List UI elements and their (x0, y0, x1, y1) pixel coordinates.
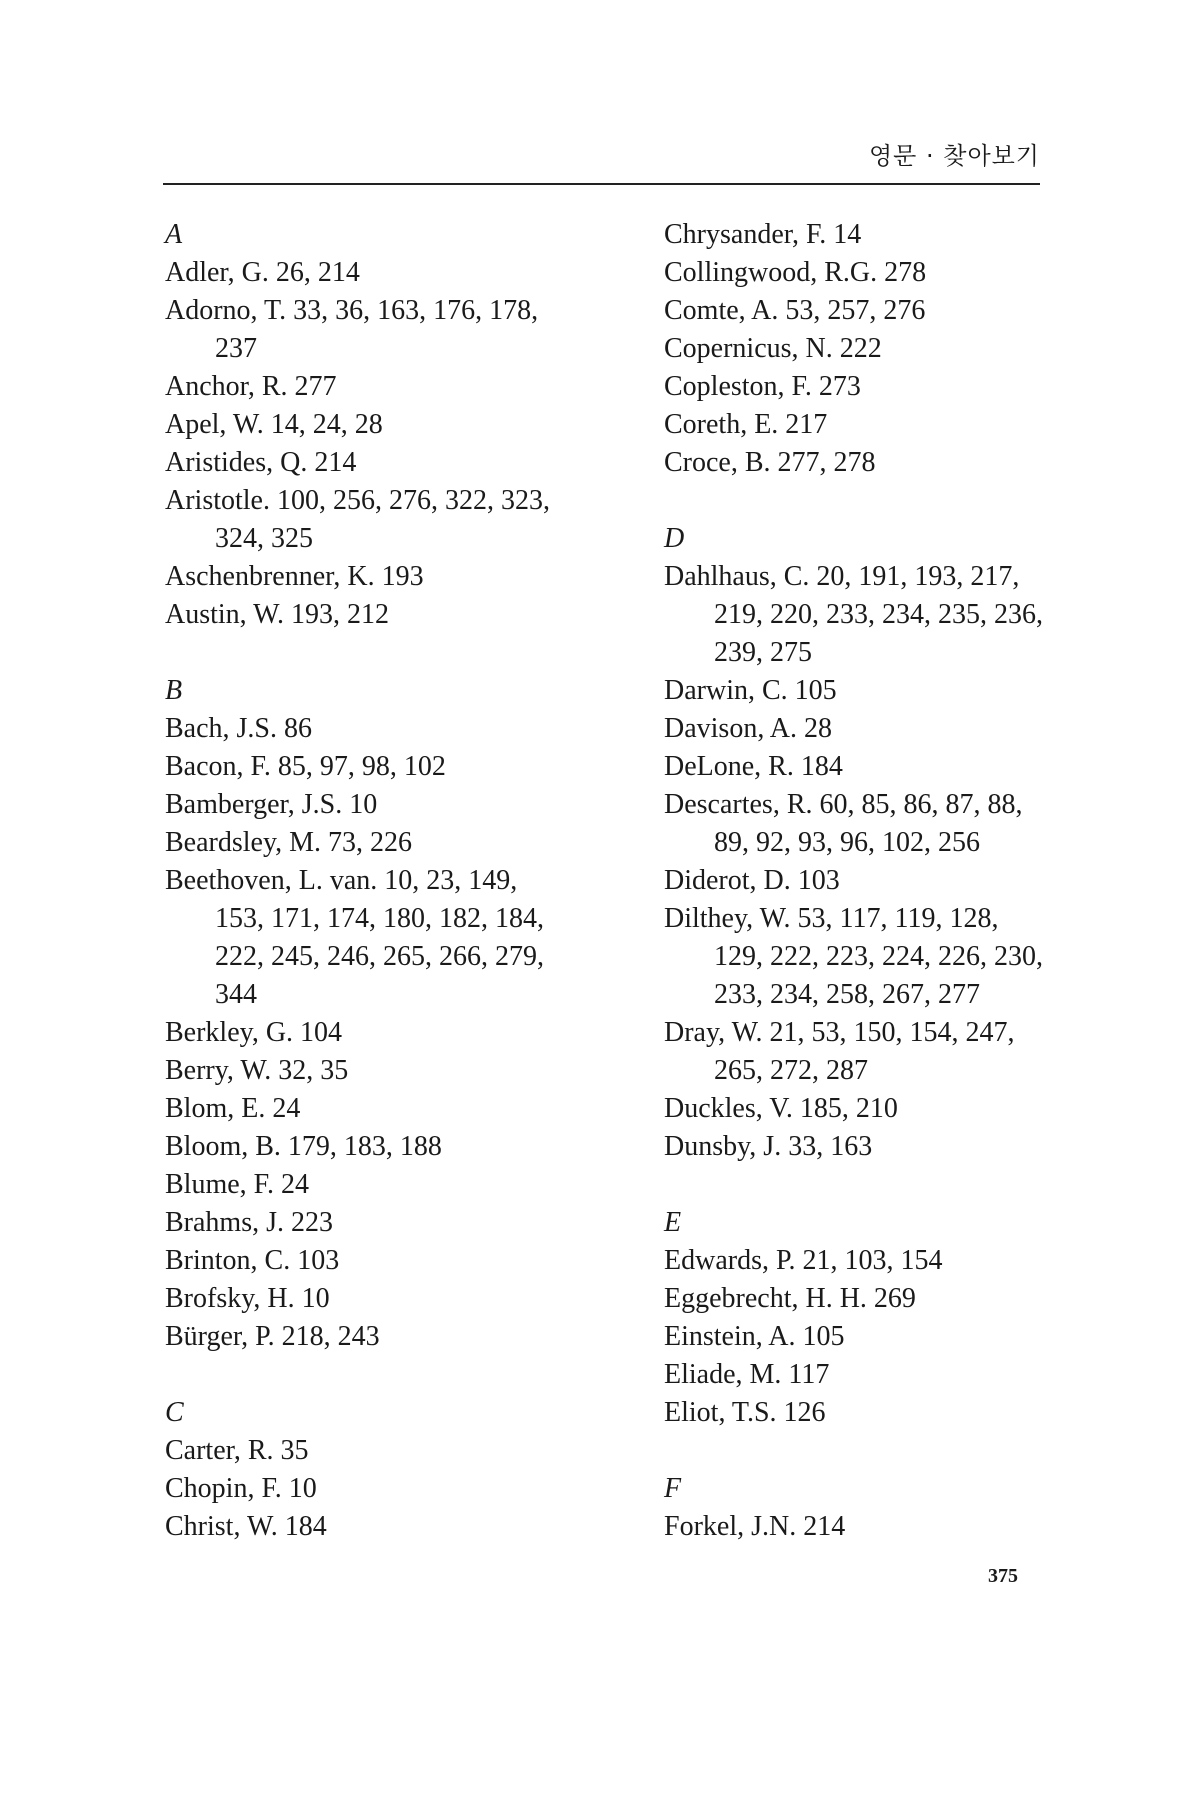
index-entry: Berkley, G. 104 (165, 1017, 343, 1048)
index-entry-continuation: 265, 272, 287 (714, 1055, 868, 1086)
index-entry: Berry, W. 32, 35 (165, 1055, 349, 1086)
index-entry: Eggebrecht, H. H. 269 (664, 1283, 916, 1314)
index-entry: Dilthey, W. 53, 117, 119, 128, (664, 903, 999, 934)
header-rule (163, 183, 1040, 185)
index-entry: Apel, W. 14, 24, 28 (165, 409, 383, 440)
index-entry-continuation: 89, 92, 93, 96, 102, 256 (714, 827, 980, 858)
section-letter: C (165, 1397, 184, 1428)
section-letter: D (664, 523, 685, 554)
index-entry: Brinton, C. 103 (165, 1245, 340, 1276)
index-entry: Copernicus, N. 222 (664, 333, 882, 364)
index-entry: Coreth, E. 217 (664, 409, 828, 440)
section-spacer (664, 1166, 1084, 1204)
index-entry: Aschenbrenner, K. 193 (165, 561, 424, 592)
index-entry: Brofsky, H. 10 (165, 1283, 330, 1314)
index-entry: Dray, W. 21, 53, 150, 154, 247, (664, 1017, 1015, 1048)
section-spacer (664, 1432, 1084, 1470)
section-letter: B (165, 675, 183, 706)
index-entry: Dunsby, J. 33, 163 (664, 1131, 873, 1162)
index-entry: Duckles, V. 185, 210 (664, 1093, 898, 1124)
section-spacer (664, 482, 1084, 520)
index-entry: Croce, B. 277, 278 (664, 447, 876, 478)
index-entry: Descartes, R. 60, 85, 86, 87, 88, (664, 789, 1023, 820)
index-entry: Collingwood, R.G. 278 (664, 257, 927, 288)
index-entry: Davison, A. 28 (664, 713, 832, 744)
index-entry-continuation: 222, 245, 246, 265, 266, 279, (215, 941, 544, 972)
index-entry: Chopin, F. 10 (165, 1473, 317, 1504)
index-entry: Brahms, J. 223 (165, 1207, 333, 1238)
section-letter: F (664, 1473, 682, 1504)
index-entry-continuation: 324, 325 (215, 523, 313, 554)
index-entry: Carter, R. 35 (165, 1435, 309, 1466)
index-entry: Anchor, R. 277 (165, 371, 337, 402)
index-entry-continuation: 239, 275 (714, 637, 812, 668)
index-entry: Eliade, M. 117 (664, 1359, 830, 1390)
index-entry: Copleston, F. 273 (664, 371, 861, 402)
index-entry-continuation: 219, 220, 233, 234, 235, 236, (714, 599, 1043, 630)
index-entry: Blume, F. 24 (165, 1169, 309, 1200)
section-letter: E (664, 1207, 682, 1238)
index-entry-continuation: 237 (215, 333, 257, 364)
index-entry: Bamberger, J.S. 10 (165, 789, 378, 820)
index-entry: Comte, A. 53, 257, 276 (664, 295, 926, 326)
index-entry: Aristotle. 100, 256, 276, 322, 323, (165, 485, 550, 516)
index-column-left (165, 216, 585, 1546)
index-entry: Dahlhaus, C. 20, 191, 193, 217, (664, 561, 1020, 592)
index-entry: Blom, E. 24 (165, 1093, 301, 1124)
index-entry-continuation: 153, 171, 174, 180, 182, 184, (215, 903, 544, 934)
index-entry: Bacon, F. 85, 97, 98, 102 (165, 751, 446, 782)
index-entry: Forkel, J.N. 214 (664, 1511, 846, 1542)
index-entry: Bloom, B. 179, 183, 188 (165, 1131, 442, 1162)
section-letter: A (165, 219, 183, 250)
index-entry: Edwards, P. 21, 103, 154 (664, 1245, 943, 1276)
page-number: 375 (988, 1565, 1018, 1587)
index-entry: Aristides, Q. 214 (165, 447, 357, 478)
index-entry: Bach, J.S. 86 (165, 713, 312, 744)
index-entry: Eliot, T.S. 126 (664, 1397, 826, 1428)
index-entry: Einstein, A. 105 (664, 1321, 845, 1352)
index-entry: Adorno, T. 33, 36, 163, 176, 178, (165, 295, 539, 326)
index-entry: Beethoven, L. van. 10, 23, 149, (165, 865, 518, 896)
index-entry: Diderot, D. 103 (664, 865, 840, 896)
index-entry: Adler, G. 26, 214 (165, 257, 360, 288)
index-entry: DeLone, R. 184 (664, 751, 843, 782)
section-spacer (165, 1356, 585, 1394)
index-entry: Darwin, C. 105 (664, 675, 837, 706)
index-column-right (664, 216, 1084, 1546)
index-entry: Bürger, P. 218, 243 (165, 1321, 380, 1352)
index-entry: Chrysander, F. 14 (664, 219, 862, 250)
index-entry-continuation: 233, 234, 258, 267, 277 (714, 979, 980, 1010)
section-spacer (165, 634, 585, 672)
index-entry-continuation: 344 (215, 979, 257, 1010)
header-title: 영문 · 찾아보기 (869, 142, 1040, 170)
index-entry: Beardsley, M. 73, 226 (165, 827, 413, 858)
index-entry-continuation: 129, 222, 223, 224, 226, 230, (714, 941, 1043, 972)
index-entry: Christ, W. 184 (165, 1511, 327, 1542)
index-entry: Austin, W. 193, 212 (165, 599, 390, 630)
